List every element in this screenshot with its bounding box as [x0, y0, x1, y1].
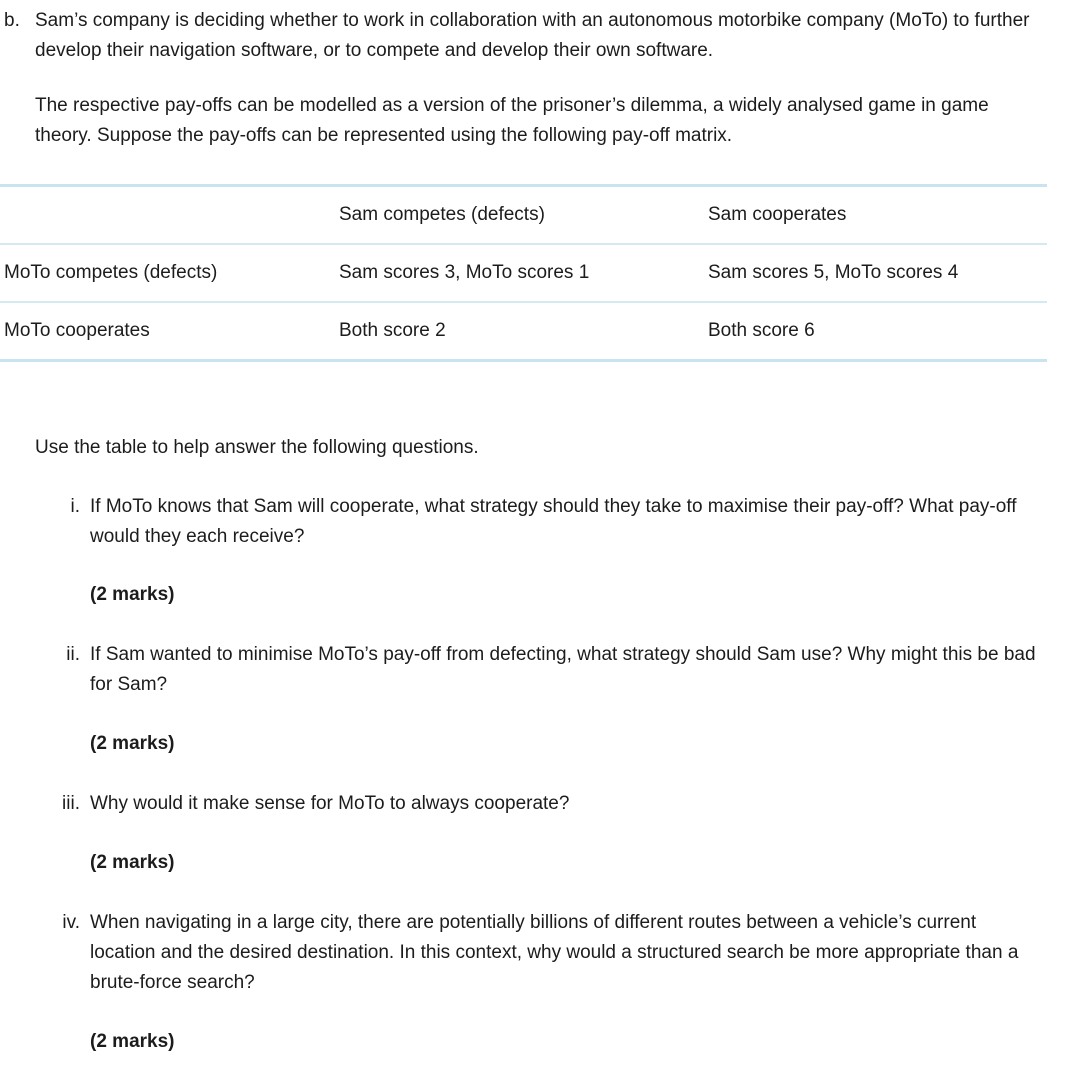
table-cell: Sam scores 5, MoTo scores 4 [708, 244, 1047, 302]
table-cell: Both score 2 [339, 302, 708, 361]
instruction-text: Use the table to help answer the following questions. [35, 437, 479, 458]
question-b-marker: b. [4, 10, 20, 31]
row-label-moto-cooperates: MoTo cooperates [0, 302, 339, 361]
question-b-intro: Sam’s company is deciding whether to work in collaboration with an autonomous motorbike company (MoTo) to further develop their navigation software, or to compete and develop their own software. [35, 10, 1030, 61]
table-header-empty [0, 186, 339, 245]
question-ii-text: If Sam wanted to minimise MoTo’s pay-off from defecting, what strategy should Sam use? Why might this be bad for Sam? [90, 644, 1036, 695]
question-ii-marks: (2 marks) [90, 733, 175, 754]
question-ii-marker: ii. [66, 644, 80, 665]
table-header-row [0, 186, 1047, 245]
question-iii-text: Why would it make sense for MoTo to always cooperate? [90, 793, 570, 814]
question-iii-marker: iii. [62, 793, 80, 814]
question-iv-marks: (2 marks) [90, 1031, 175, 1052]
table-row [0, 302, 1047, 361]
table-cell: Sam scores 3, MoTo scores 1 [339, 244, 708, 302]
payoff-matrix-table [0, 184, 1047, 362]
question-i-marker: i. [70, 496, 80, 517]
question-i-marks: (2 marks) [90, 584, 175, 605]
row-label-moto-competes: MoTo competes (defects) [0, 244, 339, 302]
question-b-intro-2: The respective pay-offs can be modelled as a version of the prisoner’s dilemma, a widely analysed game in game theory. Suppose the pay-offs can be represented using the following pay-off matrix. [35, 95, 989, 146]
question-i-text: If MoTo knows that Sam will cooperate, what strategy should they take to maximise their pay-off? What pay-off would they each receive? [90, 496, 1017, 547]
table-header-sam-cooperates: Sam cooperates [708, 204, 847, 225]
question-iv-text: When navigating in a large city, there are potentially billions of different routes between a vehicle’s current location and the desired destination. In this context, why would a structured search be more appropriate than a brute-force search? [90, 912, 1019, 993]
table-row [0, 244, 1047, 302]
table-cell: Both score 6 [708, 302, 1047, 361]
question-iv-marker: iv. [62, 912, 80, 933]
table-header-sam-competes: Sam competes (defects) [339, 204, 545, 225]
question-iii-marks: (2 marks) [90, 852, 175, 873]
